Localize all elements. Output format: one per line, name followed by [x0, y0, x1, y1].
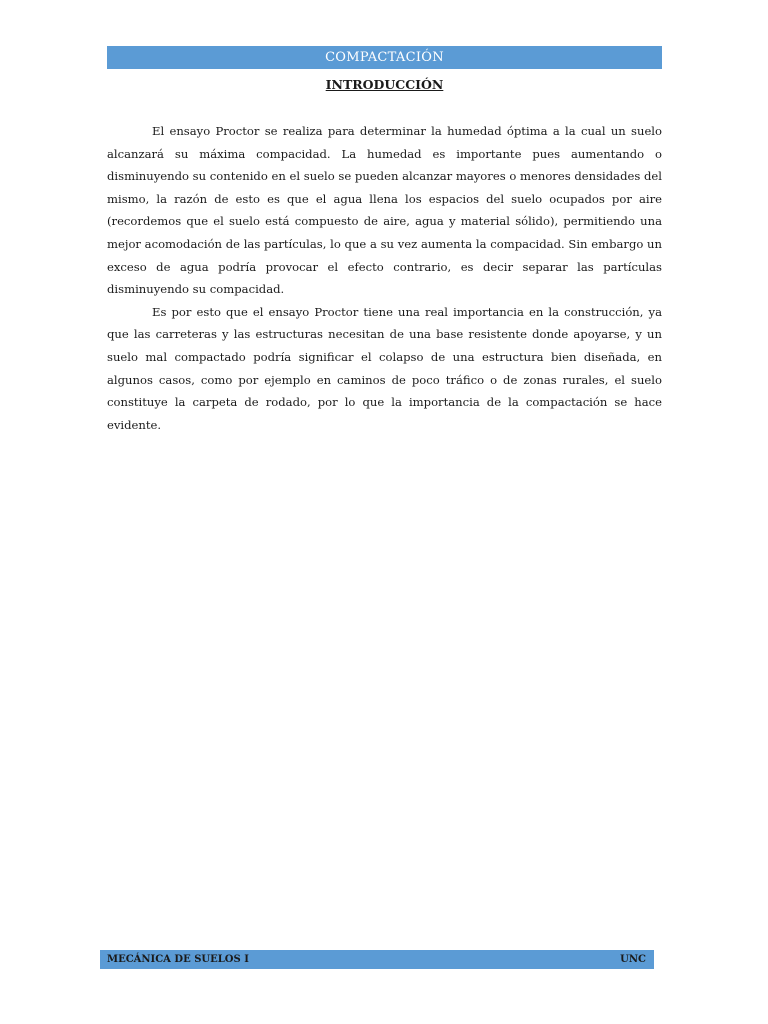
section-title: INTRODUCCIÓN	[325, 77, 444, 92]
page-footer	[100, 950, 654, 969]
footer-course: MECÁNICA DE SUELOS I	[107, 954, 249, 965]
document-body	[107, 120, 662, 436]
footer-institution: UNC	[620, 954, 646, 965]
page-header	[107, 46, 662, 69]
paragraph-1: El ensayo Proctor se realiza para determinar la humedad óptima a la cual un suelo alcanzará su máxima compacidad. La humedad es importante pues aumentando o disminuyendo su contenido en el suelo se pueden alcanzar mayores o menores densidades del mismo, la razón de esto es que el agua llena los espacios del suelo ocupados por aire (recordemos que el suelo está compuesto de aire, agua y material sólido), permitiendo una mejor acomodación de las partículas, lo que a su vez aumenta la compacidad. Sin embargo un exceso de agua podría provocar el efecto contrario, es decir separar las partículas disminuyendo su compacidad.	[107, 124, 662, 297]
paragraph-2: Es por esto que el ensayo Proctor tiene una real importancia en la construcción, ya que las carreteras y las estructuras necesitan de una base resistente donde apoyarse, y un suelo mal compactado podría significar el colapso de una estructura bien diseñada, en algunos casos, como por ejemplo en caminos de poco tráfico o de zonas rurales, el suelo constituye la carpeta de rodado, por lo que la importancia de la compactación se hace evidente.	[107, 304, 662, 432]
header-title: COMPACTACIÓN	[325, 50, 444, 65]
